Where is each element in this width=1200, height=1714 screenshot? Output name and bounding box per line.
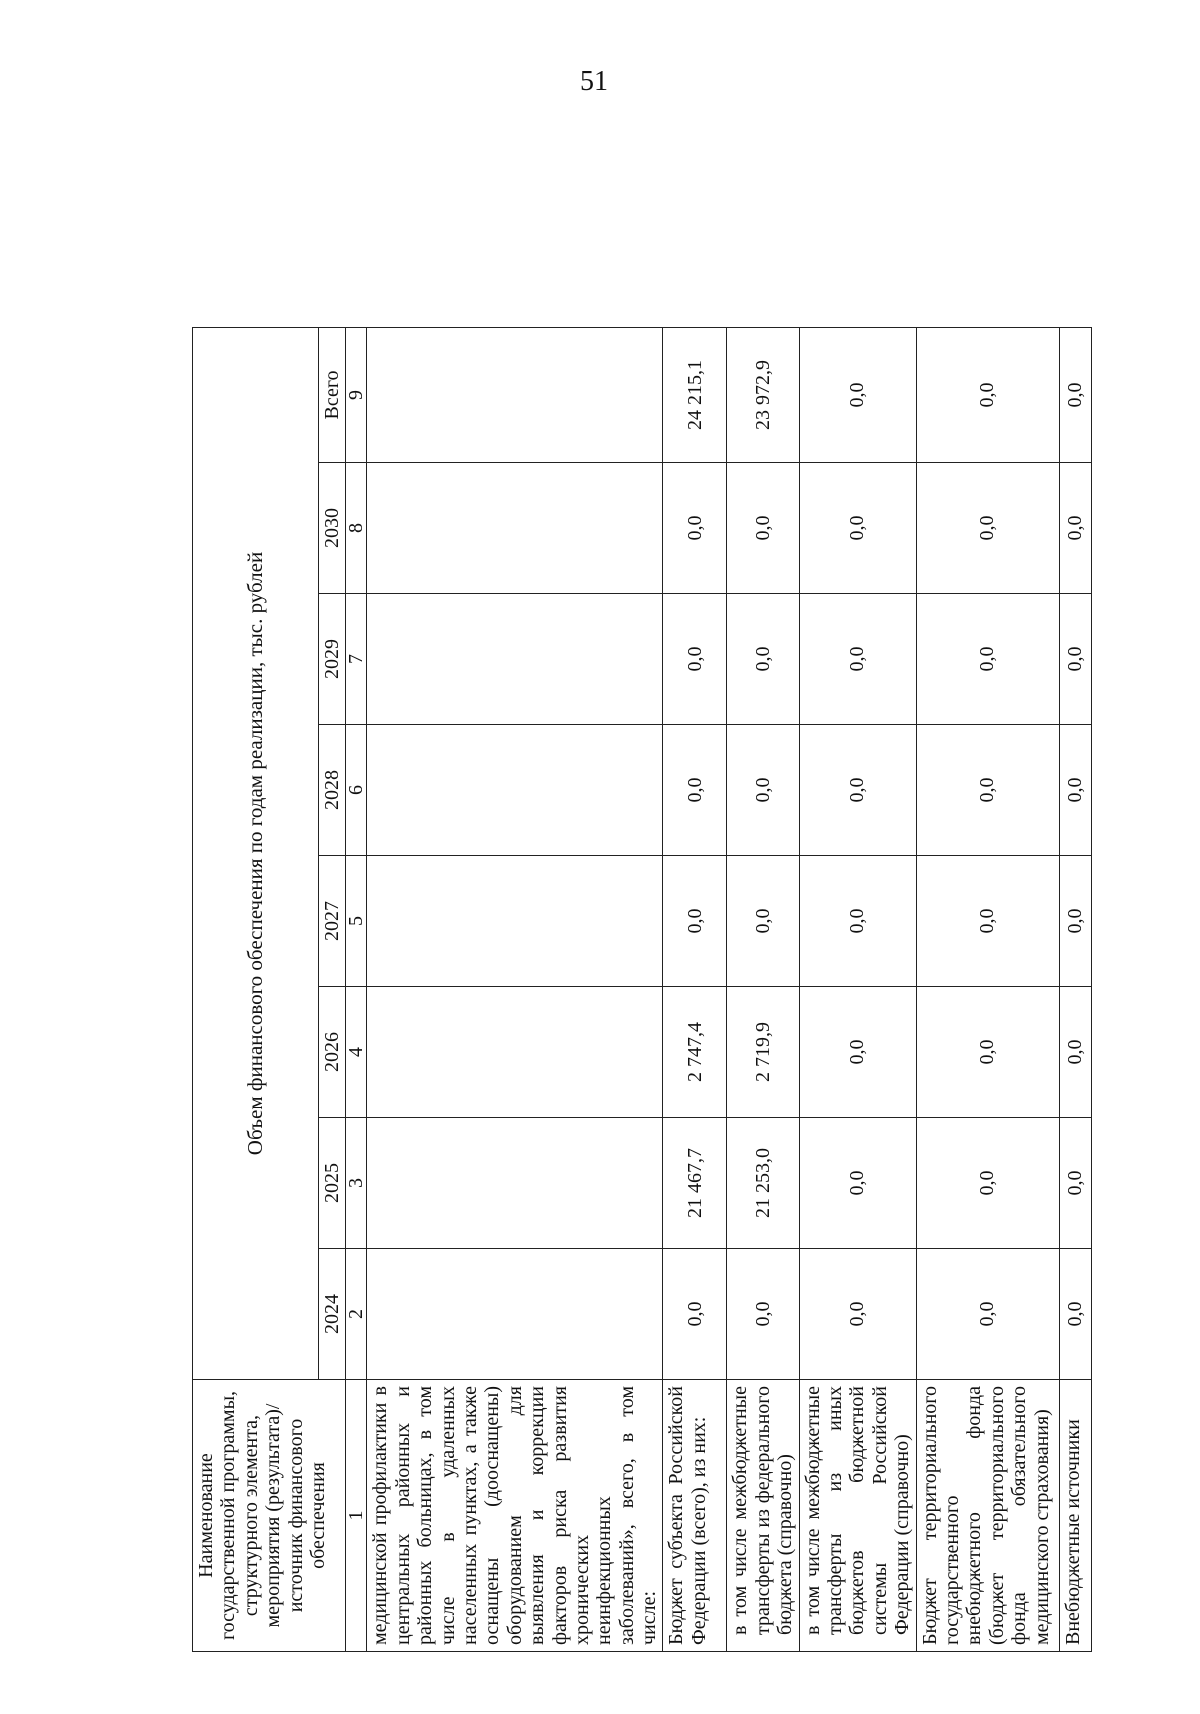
value-cell: 0,0 (727, 725, 799, 856)
value-cell: 0,0 (916, 327, 1059, 462)
column-number: 6 (346, 725, 367, 856)
header-year: 2027 (319, 856, 346, 987)
column-number: 3 (346, 1118, 367, 1249)
value-cell: 0,0 (916, 987, 1059, 1118)
value-cell: 0,0 (727, 463, 799, 594)
value-cell: 0,0 (916, 594, 1059, 725)
financing-table (192, 113, 1092, 1652)
column-number: 5 (346, 856, 367, 987)
value-cell: 2 747,4 (663, 987, 727, 1118)
header-year: 2028 (319, 725, 346, 856)
header-name-column: Наименование государственной программы, структурного элемента, мероприятия (результата)/источник финансового обеспечения (193, 1380, 346, 1652)
header-year: Всего (319, 327, 346, 462)
table-body (367, 113, 1091, 1651)
column-number: 4 (346, 987, 367, 1118)
value-cell: 0,0 (1059, 1249, 1091, 1380)
value-cell: 21 253,0 (727, 1118, 799, 1249)
value-cell: 0,0 (799, 987, 916, 1118)
value-cell: 0,0 (916, 856, 1059, 987)
value-cell: 0,0 (799, 1118, 916, 1249)
value-cell: 0,0 (663, 725, 727, 856)
value-cell: 0,0 (1059, 594, 1091, 725)
header-year: 2030 (319, 463, 346, 594)
value-cell: 0,0 (799, 725, 916, 856)
value-cell (367, 1118, 663, 1249)
row-name-cell: Бюджет территориального государственного внебюджетного фонда (бюджет территориального фонда обязательного медицинского страхования) (916, 1380, 1059, 1652)
value-cell: 0,0 (799, 1249, 916, 1380)
value-cell: 21 467,7 (663, 1118, 727, 1249)
value-cell: 0,0 (727, 1249, 799, 1380)
value-cell: 0,0 (1059, 856, 1091, 987)
blank-margin (193, 113, 367, 327)
table-row (1059, 113, 1091, 1651)
row-name-cell: Внебюджетные источники (1059, 1380, 1091, 1652)
value-cell: 0,0 (799, 327, 916, 462)
rotated-table-wrapper (192, 114, 1087, 1652)
value-cell: 0,0 (799, 463, 916, 594)
header-year: 2029 (319, 594, 346, 725)
table-row (799, 113, 916, 1651)
value-cell: 0,0 (663, 594, 727, 725)
header-group: Объем финансового обеспечения по годам реализации, тыс. рублей (193, 327, 319, 1379)
header-year: 2024 (319, 1249, 346, 1380)
value-cell: 0,0 (916, 725, 1059, 856)
header-year: 2026 (319, 987, 346, 1118)
column-number: 8 (346, 463, 367, 594)
column-number: 2 (346, 1249, 367, 1380)
column-number: 7 (346, 594, 367, 725)
value-cell: 0,0 (727, 594, 799, 725)
table-row (663, 113, 727, 1651)
value-cell (367, 987, 663, 1118)
value-cell: 0,0 (1059, 987, 1091, 1118)
value-cell: 0,0 (1059, 463, 1091, 594)
value-cell: 0,0 (916, 1249, 1059, 1380)
value-cell (367, 327, 663, 462)
value-cell: 0,0 (1059, 327, 1091, 462)
value-cell: 0,0 (916, 1118, 1059, 1249)
value-cell (367, 856, 663, 987)
value-cell: 0,0 (663, 1249, 727, 1380)
table-row (916, 113, 1059, 1651)
value-cell (367, 463, 663, 594)
row-name-cell: Бюджет субъекта Российской Федерации (всего), из них: (663, 1380, 727, 1652)
row-name-cell: в том числе межбюджетные трансферты из федерального бюджета (справочно) (727, 1380, 799, 1652)
table-row (367, 113, 663, 1651)
page-number: 51 (580, 66, 608, 97)
value-cell: 0,0 (727, 856, 799, 987)
value-cell: 0,0 (663, 463, 727, 594)
value-cell (367, 725, 663, 856)
value-cell: 0,0 (1059, 1118, 1091, 1249)
row-name-cell: медицинской профилактики в центральных районных и районных больницах, в том числе в удаленных населенных пунктах, а также оснащены (дооснащены) оборудованием для выявления и коррекции факторов риска развития хронических неинфекционных заболеваний», всего, в том числе: (367, 1380, 663, 1652)
column-number: 9 (346, 327, 367, 462)
header-year: 2025 (319, 1118, 346, 1249)
value-cell: 0,0 (916, 463, 1059, 594)
value-cell: 2 719,9 (727, 987, 799, 1118)
value-cell (367, 1249, 663, 1380)
value-cell: 0,0 (1059, 725, 1091, 856)
value-cell: 0,0 (799, 594, 916, 725)
table-row (727, 113, 799, 1651)
value-cell (367, 594, 663, 725)
value-cell: 24 215,1 (663, 327, 727, 462)
value-cell: 0,0 (799, 856, 916, 987)
value-cell: 23 972,9 (727, 327, 799, 462)
row-name-cell: в том числе межбюджетные трансферты из иных бюджетов бюджетной системы Российской Федерации (справочно) (799, 1380, 916, 1652)
column-number: 1 (346, 1380, 367, 1652)
value-cell: 0,0 (663, 856, 727, 987)
